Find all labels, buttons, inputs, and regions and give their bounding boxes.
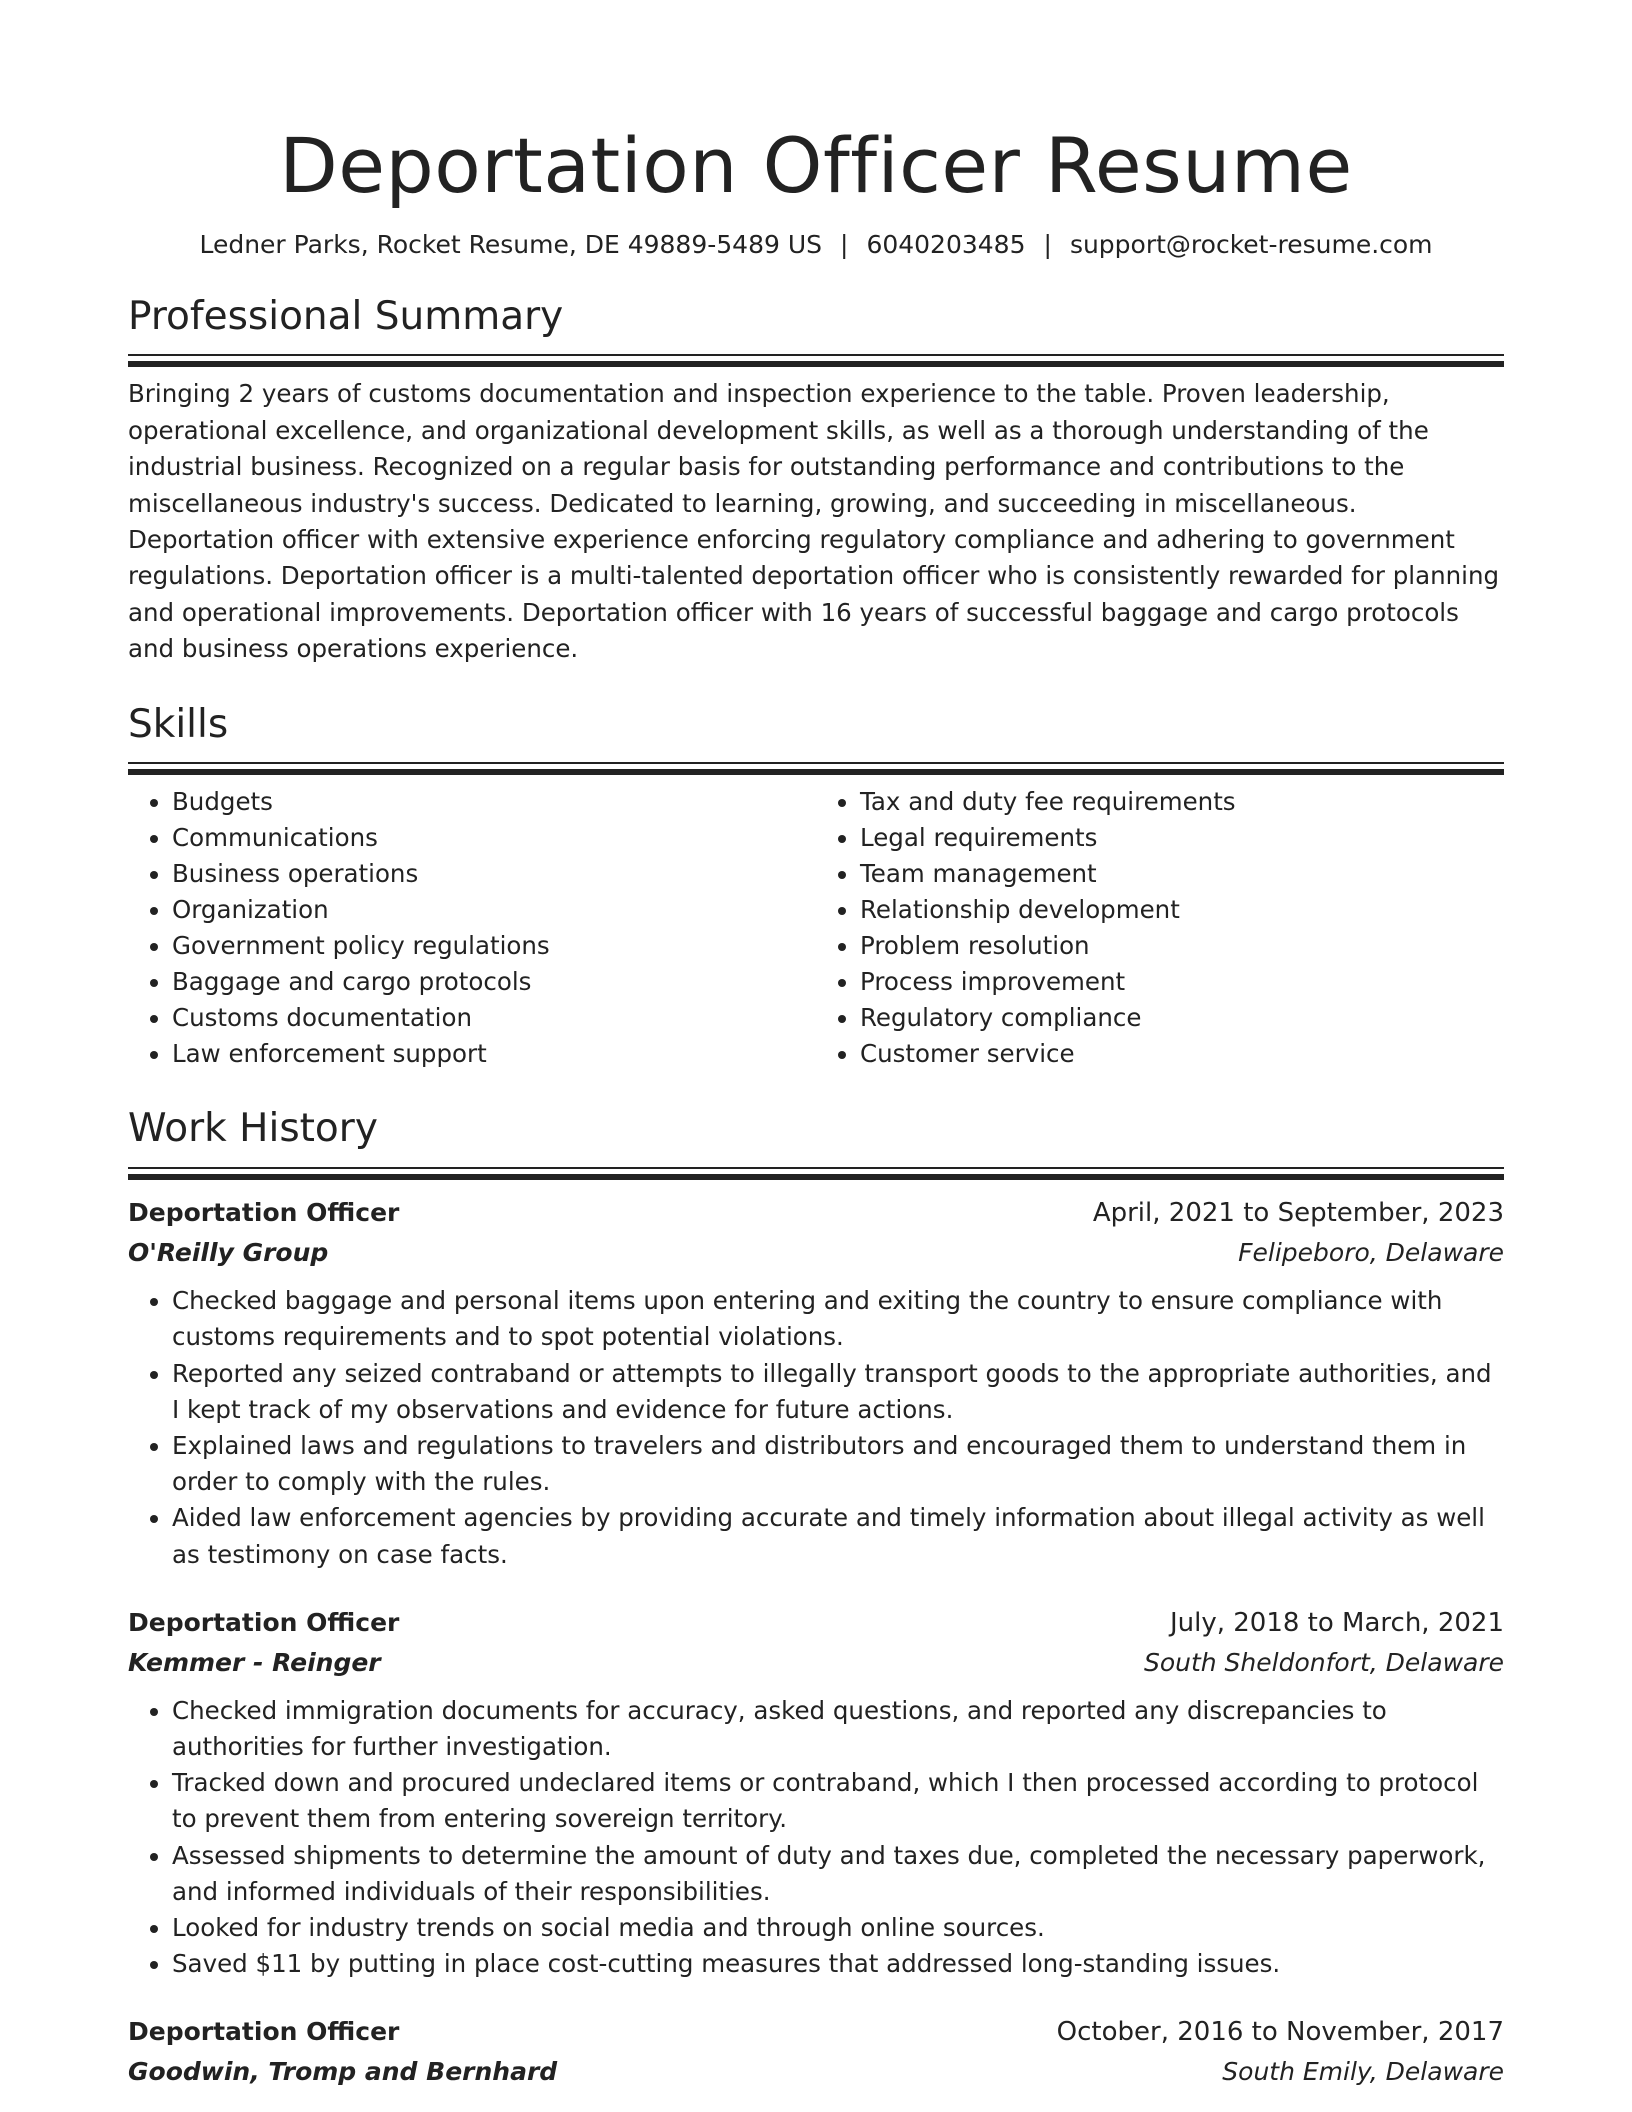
section-divider [128, 1167, 1504, 1181]
job-bullet: • Looked for industry trends on social media and through online sources. [172, 1910, 1504, 1946]
skill-item: • Problem resolution [860, 928, 1504, 964]
skill-item: • Organization [172, 892, 816, 928]
skills-column-right [816, 784, 1504, 1072]
job-bullet: • Reported any seized contraband or attempts to illegally transport goods to the appropriate authorities, and I kept track of my observations and evidence for future actions. [172, 1356, 1504, 1428]
skill-item: • Business operations [172, 856, 816, 892]
contact-separator: | [840, 229, 849, 259]
skills-column-left [128, 784, 816, 1072]
skill-item: • Team management [860, 856, 1504, 892]
job-bullet: • Checked immigration documents for accuracy, asked questions, and reported any discrepancies to authorities for further investigation. [172, 1693, 1504, 1765]
section-divider [128, 762, 1504, 776]
job-header-row [128, 1603, 1504, 1643]
job-location: South Sheldonfort, Delaware [1143, 1647, 1504, 1677]
contact-phone: 6040203485 [866, 229, 1026, 259]
skill-item: • Relationship development [860, 892, 1504, 928]
skill-item: • Process improvement [860, 964, 1504, 1000]
resume-title: Deportation Officer Resume [279, 121, 1353, 210]
skills-grid [128, 784, 1504, 1072]
job-bullet: • Explained laws and regulations to travelers and distributors and encouraged them to understand them in order to comply with the rules. [172, 1428, 1504, 1500]
job-bullet-list [128, 1693, 1504, 1983]
skill-item: • Communications [172, 820, 816, 856]
job-company: O'Reilly Group [128, 1238, 329, 1268]
job-dates: April, 2021 to September, 2023 [1092, 1198, 1504, 1229]
job-bullet: • Saved $11 by putting in place cost-cutting measures that addressed long-standing issues. [172, 1946, 1504, 1982]
job-bullet-list [128, 1283, 1504, 1573]
job-bullet: • Assessed shipments to determine the amount of duty and taxes due, completed the necessary paperwork, and informed individuals of their responsibilities. [172, 1838, 1504, 1910]
summary-text: Bringing 2 years of customs documentation and inspection experience to the table. Proven leadership, operational excellence, and organizational development skills, as well as a thorough understanding of the industrial business. Recognized on a regular basis for outstanding performance and contributions to the miscellaneous industry's success. Dedicated to learning, growing, and succeeding in miscellaneous. Deportation officer with extensive experience enforcing regulatory compliance and adhering to government regulations. Deportation officer is a multi-talented deportation officer who is consistently rewarded for planning and operational improvements. Deportation officer with 16 years of successful baggage and cargo protocols and business operations experience. [128, 379, 1500, 664]
contact-line [128, 230, 1504, 260]
contact-email: support@rocket-resume.com [1069, 229, 1433, 259]
job-location: South Emily, Delaware [1222, 2057, 1504, 2087]
job-dates: July, 2018 to March, 2021 [1169, 1607, 1504, 1638]
job-bullet: • Aided law enforcement agencies by providing accurate and timely information about illegal activity as well as testimony on case facts. [172, 1500, 1504, 1572]
summary-heading: Professional Summary [128, 293, 564, 339]
skills-section [128, 702, 1504, 1073]
job-header-row [128, 2012, 1504, 2052]
skill-item: • Budgets [172, 784, 816, 820]
contact-separator: | [1043, 229, 1052, 259]
skill-item: • Law enforcement support [172, 1036, 816, 1072]
work-history-heading: Work History [128, 1106, 378, 1152]
job-subheader-row [128, 1643, 1504, 1683]
job-title: Deportation Officer [128, 1198, 400, 1228]
skill-item: • Tax and duty fee requirements [860, 784, 1504, 820]
work-history-section [128, 1106, 1504, 2092]
job-location: Felipeboro, Delaware [1238, 1238, 1504, 1268]
job-header-row [128, 1193, 1504, 1233]
job-dates: October, 2016 to November, 2017 [1056, 2017, 1504, 2048]
job-entry [128, 1603, 1504, 1983]
summary-section [128, 294, 1504, 668]
job-title: Deportation Officer [128, 1607, 400, 1637]
skill-item: • Government policy regulations [172, 928, 816, 964]
job-bullet: • Checked baggage and personal items upon entering and exiting the country to ensure compliance with customs requirements and to spot potential violations. [172, 1283, 1504, 1355]
job-entry [128, 1193, 1504, 1573]
job-bullet: • Tracked down and procured undeclared items or contraband, which I then processed according to protocol to prevent them from entering sovereign territory. [172, 1765, 1504, 1837]
job-company: Kemmer - Reinger [128, 1647, 381, 1677]
skill-item: • Baggage and cargo protocols [172, 964, 816, 1000]
contact-address: Ledner Parks, Rocket Resume, DE 49889-5489 US [199, 229, 822, 259]
skills-heading: Skills [128, 701, 229, 747]
section-divider [128, 354, 1504, 368]
skill-item: • Customer service [860, 1036, 1504, 1072]
job-subheader-row [128, 1233, 1504, 1273]
skill-item: • Regulatory compliance [860, 1000, 1504, 1036]
job-title: Deportation Officer [128, 2017, 400, 2047]
skill-item: • Legal requirements [860, 820, 1504, 856]
skill-item: • Customs documentation [172, 1000, 816, 1036]
job-entry [128, 2012, 1504, 2092]
job-company: Goodwin, Tromp and Bernhard [128, 2057, 558, 2087]
job-subheader-row [128, 2052, 1504, 2092]
